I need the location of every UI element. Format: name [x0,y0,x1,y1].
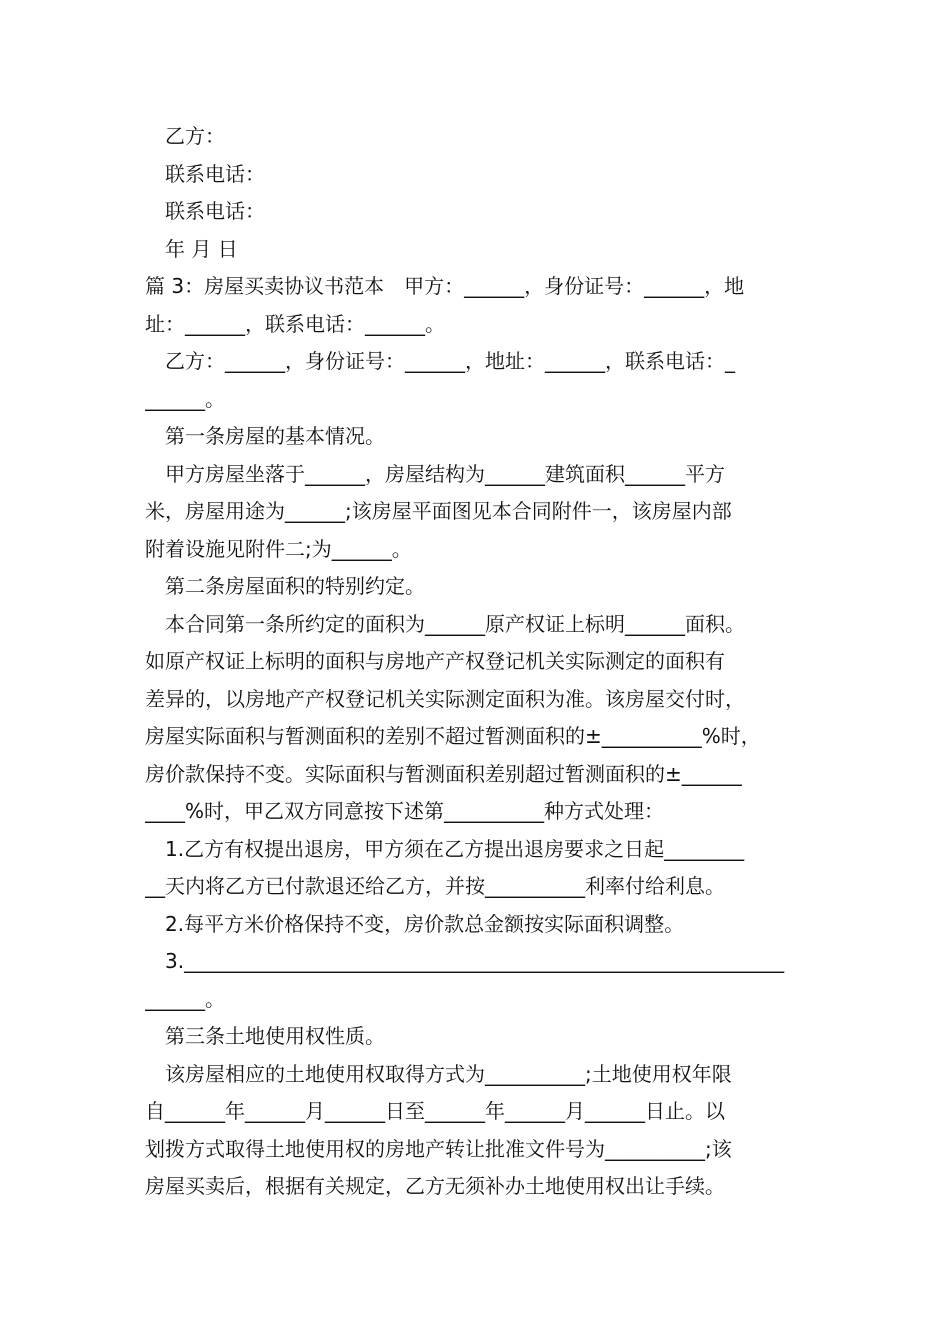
text-line: 如原产权证上标明的面积与房地产产权登记机关实际测定的面积有 [145,649,725,673]
text-line: __天内将乙方已付款退还给乙方，并按__________利率付给利息。 [145,874,725,898]
list-item: 2.每平方米价格保持不变，房价款总金额按实际面积调整。 [165,911,685,936]
text-line: 自______年______月______日至______年______月______日止。以 [145,1099,725,1123]
text-line: 乙方：______，身份证号：______，地址：______，联系电话：_ [165,349,735,373]
section-heading: 第一条房屋的基本情况。 [165,424,385,448]
section-heading: 第二条房屋面积的特别约定。 [165,574,425,598]
text-line: 房屋实际面积与暂测面积的差别不超过暂测面积的±__________%时， [145,724,761,748]
text-line: ______。 [145,386,225,411]
text-line: 址：______，联系电话：______。 [145,311,445,336]
text-line: 米，房屋用途为______;该房屋平面图见本合同附件一，该房屋内部 [145,499,732,523]
text-line: 联系电话： [165,199,265,223]
text-line: 附着设施见附件二;为______。 [145,536,412,561]
section-heading: 第三条土地使用权性质。 [165,1024,385,1048]
text-line: 联系电话： [165,161,265,186]
list-item: 1.乙方有权提出退房，甲方须在乙方提出退房要求之日起________ [165,836,745,861]
text-line: 本合同第一条所约定的面积为______原产权证上标明______面积。 [165,611,745,636]
list-item: 3.____________________________________________________________ [165,949,785,973]
text-line: 房屋买卖后，根据有关规定，乙方无须补办土地使用权出让手续。 [145,1174,725,1198]
text-line: 划拨方式取得土地使用权的房地产转让批准文件号为__________;该 [145,1136,732,1161]
text-line: 房价款保持不变。实际面积与暂测面积差别超过暂测面积的±______ [145,761,742,786]
text-line: 该房屋相应的土地使用权取得方式为__________;土地使用权年限 [165,1061,732,1086]
document-page [145,118,813,1206]
text-line: 差异的，以房地产产权登记机关实际测定面积为准。该房屋交付时， [145,686,745,711]
text-line: 年 月 日 [165,236,238,261]
text-line: 甲方房屋坐落于______，房屋结构为______建筑面积______平方 [165,461,725,486]
text-line: 篇 3：房屋买卖协议书范本 甲方：______，身份证号：______，地 [145,274,745,298]
text-line: ____%时，甲乙双方同意按下述第__________种方式处理： [145,799,665,823]
text-line: ______。 [145,986,225,1011]
text-line: 乙方： [165,124,225,148]
